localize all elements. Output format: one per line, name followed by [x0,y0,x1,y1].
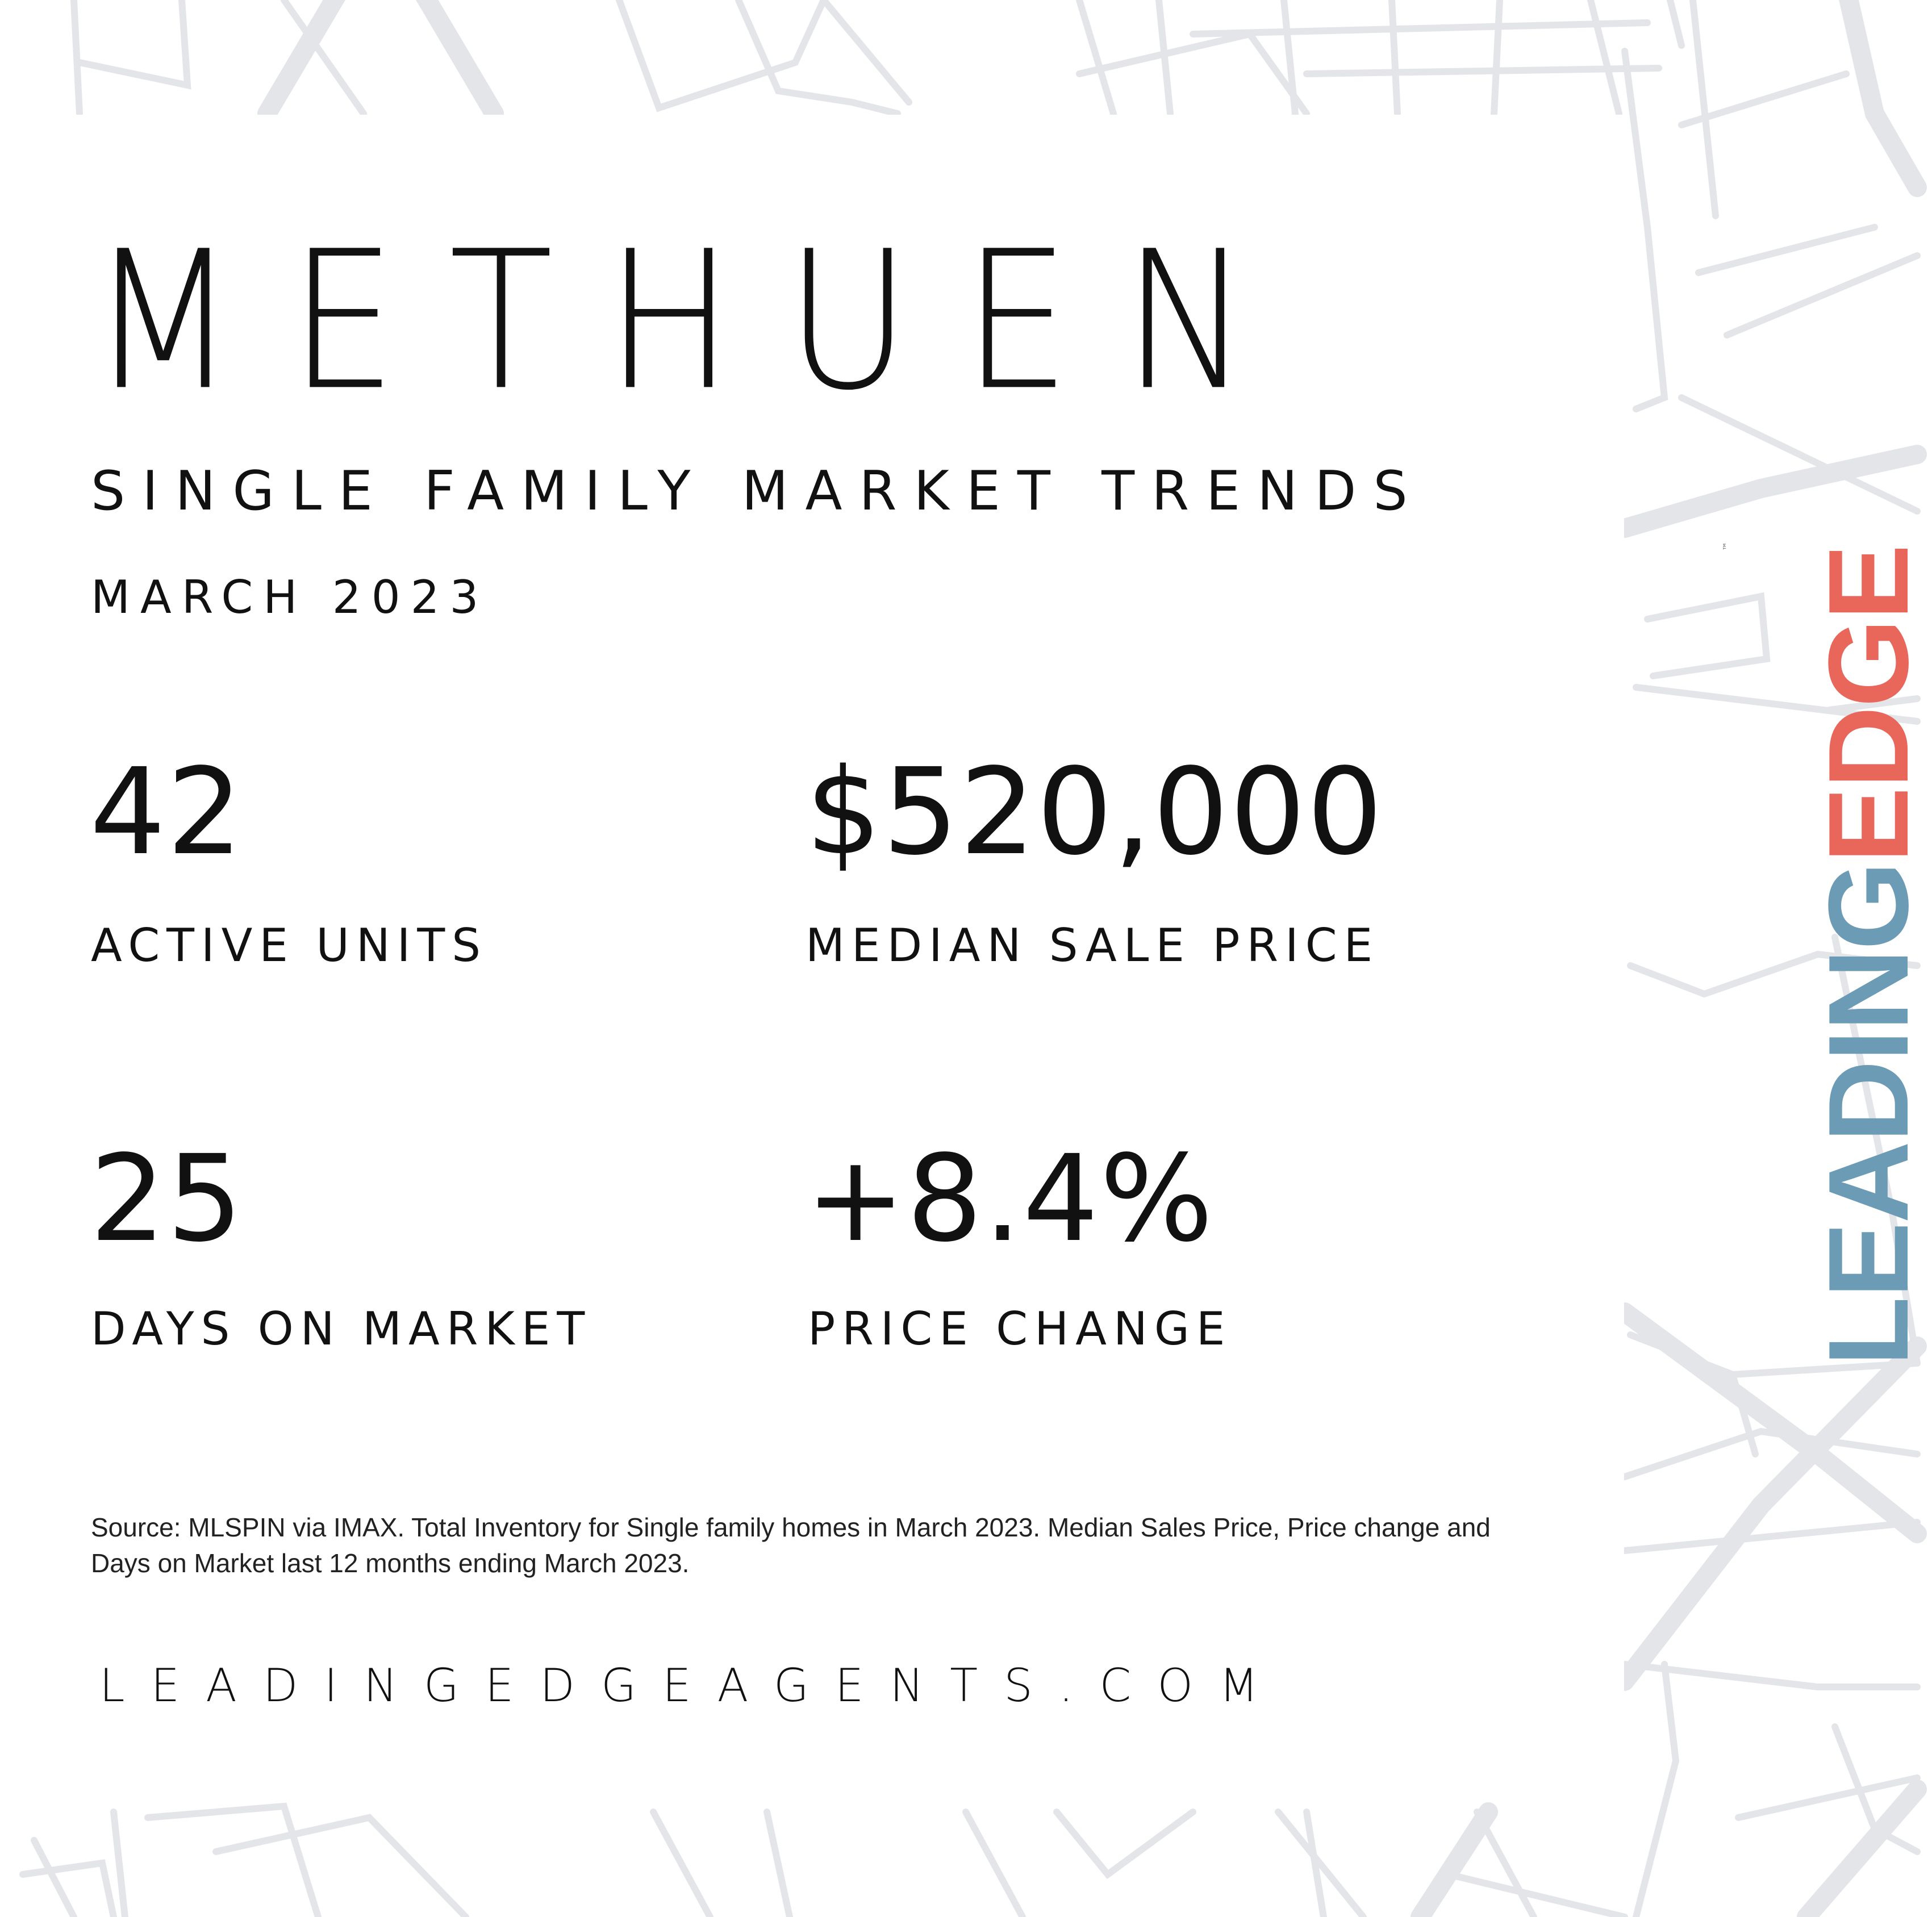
days-on-market-label: DAYS ON MARKET [91,1302,592,1355]
price-change-value: +8.4% [806,1129,1215,1268]
website-link[interactable]: LEADINGEDGEAGENTS.COM [99,1659,1285,1712]
report-subtitle: SINGLE FAMILY MARKET TRENDS [91,460,1425,523]
active-units-value: 42 [90,742,244,882]
city-title: METHUEN [90,210,1303,432]
median-sale-price-label: MEDIAN SALE PRICE [806,919,1380,972]
logo-trademark: ™ [1721,542,1732,551]
active-units-label: ACTIVE UNITS [91,919,487,972]
price-change-label: PRICE CHANGE [808,1302,1232,1355]
report-period: MARCH 2023 [91,571,489,624]
logo-leading-text: LEADING [1805,863,1932,1366]
logo-edge-text: EDGE [1805,545,1932,863]
median-sale-price-value: $520,000 [806,742,1384,882]
days-on-market-value: 25 [90,1129,244,1268]
leadingedge-logo [1805,545,1932,1366]
source-note: Source: MLSPIN via IMAX. Total Inventory for Single family homes in March 2023. Median Sales Price, Price change and Days on Market last 12 months ending March 2023. [91,1513,1491,1578]
